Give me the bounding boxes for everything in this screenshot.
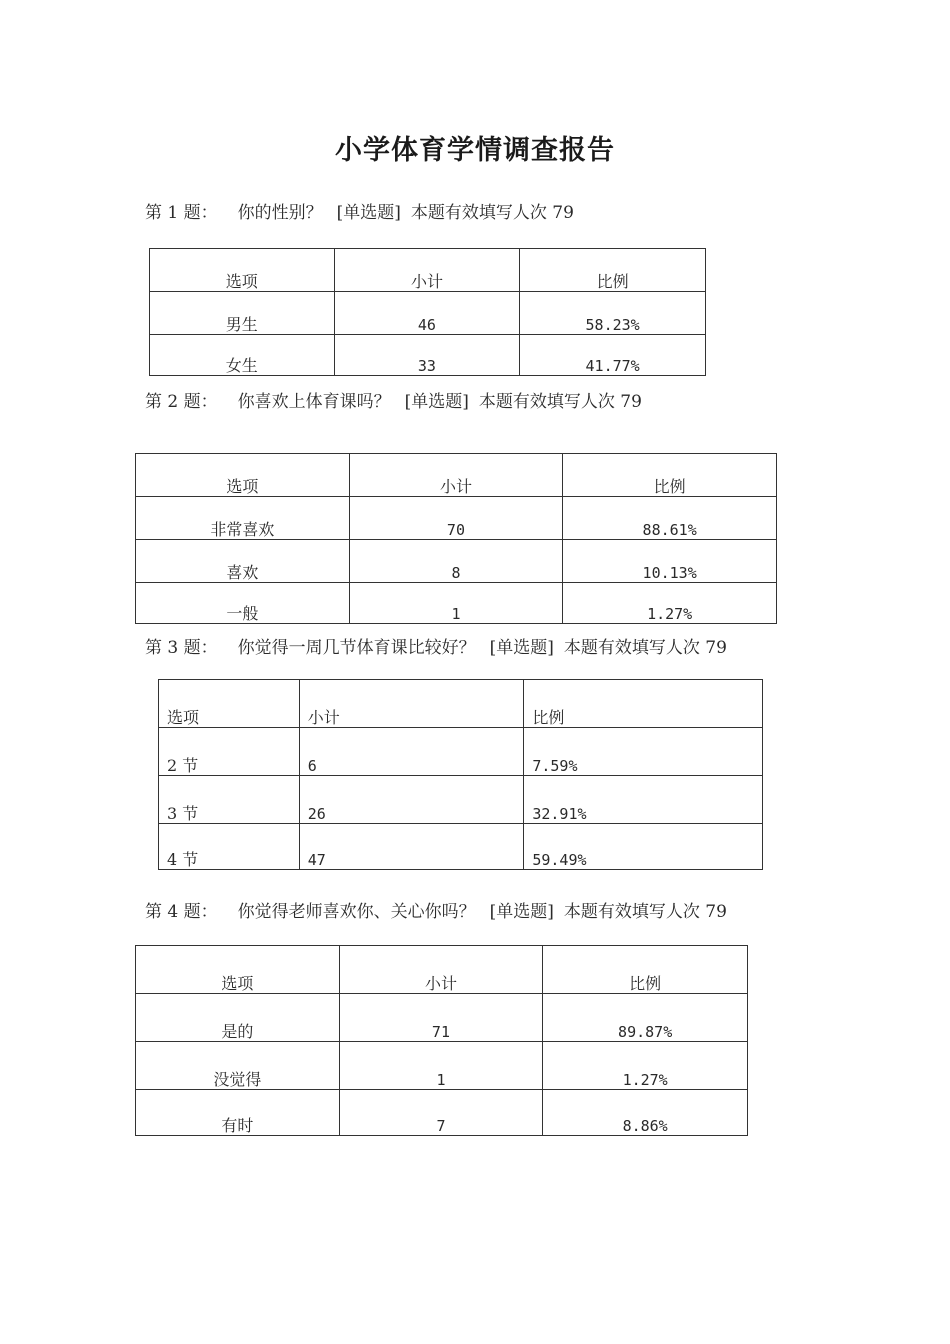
table-header-row [150,249,706,292]
question-text: 你的性别？ [237,203,323,223]
question-4-heading [145,897,727,922]
cell-option: 3 节 [159,776,300,824]
question-2-heading [145,387,642,412]
table-row [159,824,763,870]
cell-count: 47 [299,824,524,870]
cell-ratio: 1.27% [563,583,777,624]
header-count: 小计 [349,454,563,497]
cell-count: 6 [299,728,524,776]
question-type: [单选题] [489,902,554,922]
table-row [136,1042,748,1090]
cell-count: 71 [339,994,543,1042]
cell-option: 4 节 [159,824,300,870]
table-row [159,728,763,776]
header-ratio: 比例 [524,680,763,728]
cell-count: 7 [339,1090,543,1136]
cell-ratio: 7.59% [524,728,763,776]
question-type: [单选题] [489,638,554,658]
cell-option: 一般 [136,583,350,624]
page-title: 小学体育学情调查报告 [335,135,615,166]
cell-option: 非常喜欢 [136,497,350,540]
header-option: 选项 [136,454,350,497]
cell-ratio: 32.91% [524,776,763,824]
cell-count: 70 [349,497,563,540]
cell-option: 喜欢 [136,540,350,583]
header-count: 小计 [334,249,520,292]
table-row [150,335,706,376]
cell-count: 8 [349,540,563,583]
question-1-heading [145,198,574,223]
table-header-row [136,946,748,994]
question-1-table [149,248,706,376]
question-text: 你觉得老师喜欢你、关心你吗？ [237,902,476,922]
table-header-row [159,680,763,728]
cell-count: 1 [349,583,563,624]
cell-ratio: 89.87% [543,994,748,1042]
table-row [136,497,777,540]
question-number: 第 1 题： [145,203,218,223]
header-count: 小计 [299,680,524,728]
question-number: 第 3 题： [145,638,218,658]
table-row [150,292,706,335]
cell-option: 是的 [136,994,340,1042]
question-type: [单选题] [404,392,469,412]
cell-option: 2 节 [159,728,300,776]
cell-option: 女生 [150,335,335,376]
header-option: 选项 [150,249,335,292]
table-row [136,994,748,1042]
table-row [136,540,777,583]
cell-option: 没觉得 [136,1042,340,1090]
cell-ratio: 59.49% [524,824,763,870]
cell-ratio: 8.86% [543,1090,748,1136]
cell-ratio: 1.27% [543,1042,748,1090]
question-3-heading [145,633,727,658]
cell-count: 33 [334,335,520,376]
question-2-table [135,453,777,624]
response-count: 本题有效填写人次 79 [563,638,727,658]
cell-count: 1 [339,1042,543,1090]
cell-count: 26 [299,776,524,824]
response-count: 本题有效填写人次 79 [563,902,727,922]
table-row [159,776,763,824]
cell-option: 有时 [136,1090,340,1136]
response-count: 本题有效填写人次 79 [478,392,642,412]
header-ratio: 比例 [543,946,748,994]
table-row [136,1090,748,1136]
header-ratio: 比例 [520,249,706,292]
header-count: 小计 [339,946,543,994]
question-3-table [158,679,763,870]
header-ratio: 比例 [563,454,777,497]
question-text: 你觉得一周几节体育课比较好？ [237,638,476,658]
question-text: 你喜欢上体育课吗？ [237,392,391,412]
question-type: [单选题] [336,203,401,223]
question-number: 第 2 题： [145,392,218,412]
cell-count: 46 [334,292,520,335]
cell-ratio: 88.61% [563,497,777,540]
response-count: 本题有效填写人次 79 [410,203,574,223]
cell-option: 男生 [150,292,335,335]
cell-ratio: 58.23% [520,292,706,335]
cell-ratio: 10.13% [563,540,777,583]
header-option: 选项 [136,946,340,994]
table-row [136,583,777,624]
question-number: 第 4 题： [145,902,218,922]
header-option: 选项 [159,680,300,728]
table-header-row [136,454,777,497]
cell-ratio: 41.77% [520,335,706,376]
question-4-table [135,945,748,1136]
